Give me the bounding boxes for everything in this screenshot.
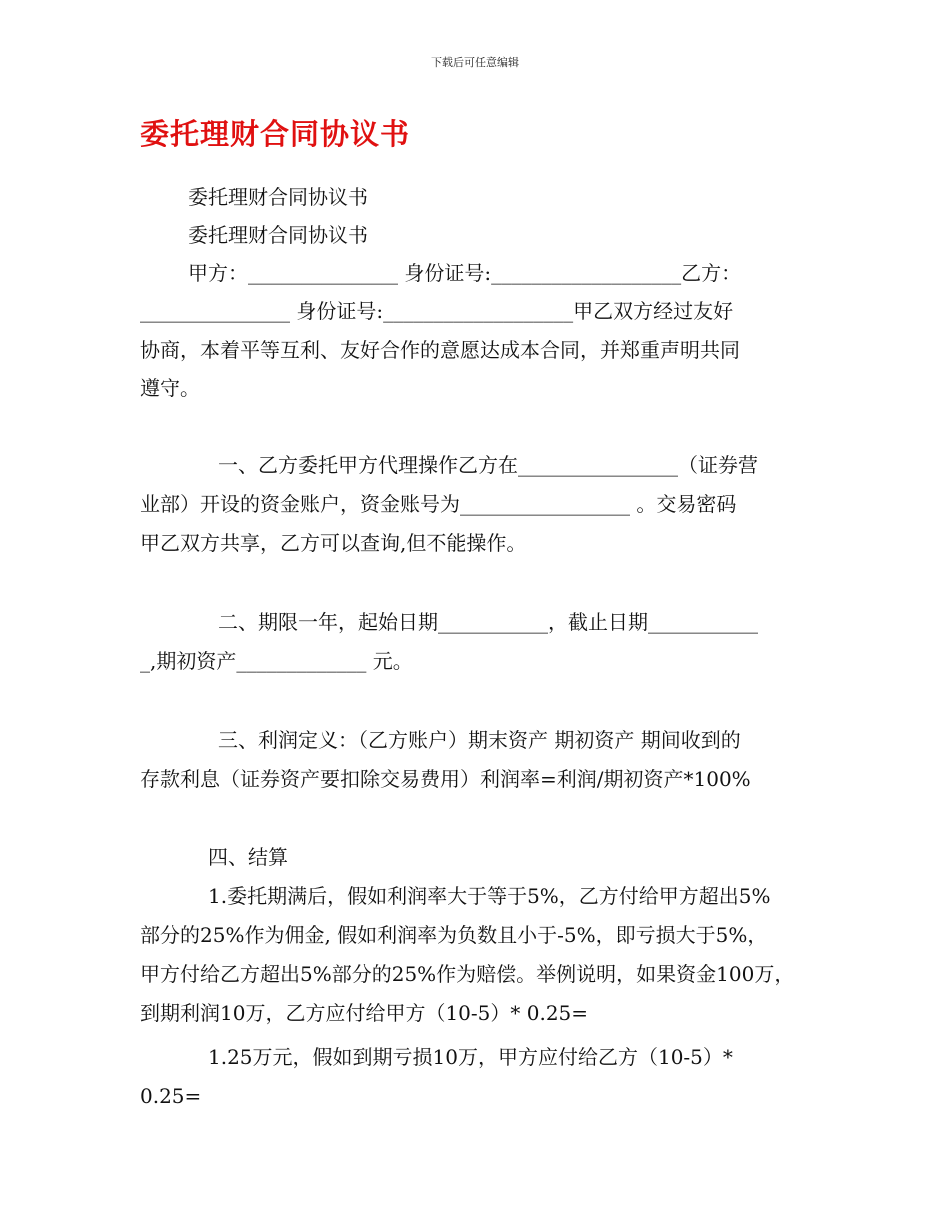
clause-2-line: 二、期限一年，起始日期___________，截止日期___________ [218,610,758,634]
page-header-note: 下载后可任意编辑 [431,56,519,69]
clause-4-line: 甲方付给乙方超出5%部分的25%作为赔偿。举例说明，如果资金100万， [140,962,795,986]
clause-4-line: 到期利润10万，乙方应付给甲方（10-5）* 0.25= [140,1001,589,1025]
clause-4-line: 部分的25%作为佣金, 假如利润率为负数且小于-5%，即亏损大于5%， [140,923,768,947]
paragraph-line: 协商，本着平等互利、友好合作的意愿达成本合同，并郑重声明共同 [140,338,740,362]
clause-1-line: 一、乙方委托甲方代理操作乙方在________________（证券营 [218,453,758,477]
subtitle-line: 委托理财合同协议书 [188,223,368,247]
subtitle-line: 委托理财合同协议书 [188,185,368,209]
clause-2-line: _,期初资产_____________ 元。 [140,649,413,673]
clause-4-heading: 四、结算 [208,845,288,869]
paragraph-line: 遵守。 [140,376,200,400]
clause-3-line: 三、利润定义：（乙方账户）期末资产 期初资产 期间收到的 [218,728,741,752]
clause-3-line: 存款利息（证券资产要扣除交易费用）利润率=利润/期初资产*100% [140,767,751,791]
clause-4-line: 1.委托期满后，假如利润率大于等于5%，乙方付给甲方超出5% [208,884,771,908]
party-info-line: _______________ 身份证号:___________________甲乙双方经过友好 [140,299,734,323]
clause-4-line: 1.25万元，假如到期亏损10万，甲方应付给乙方（10-5）* [208,1045,733,1069]
party-info-line: 甲方：_______________ 身份证号:___________________乙方： [188,261,742,285]
clause-1-line: 甲乙双方共享，乙方可以查询,但不能操作。 [140,531,527,555]
document-title: 委托理财合同协议书 [140,117,411,151]
clause-4-line: 0.25= [140,1084,202,1108]
clause-1-line: 业部）开设的资金账户，资金账号为_________________ 。交易密码 [140,492,737,516]
